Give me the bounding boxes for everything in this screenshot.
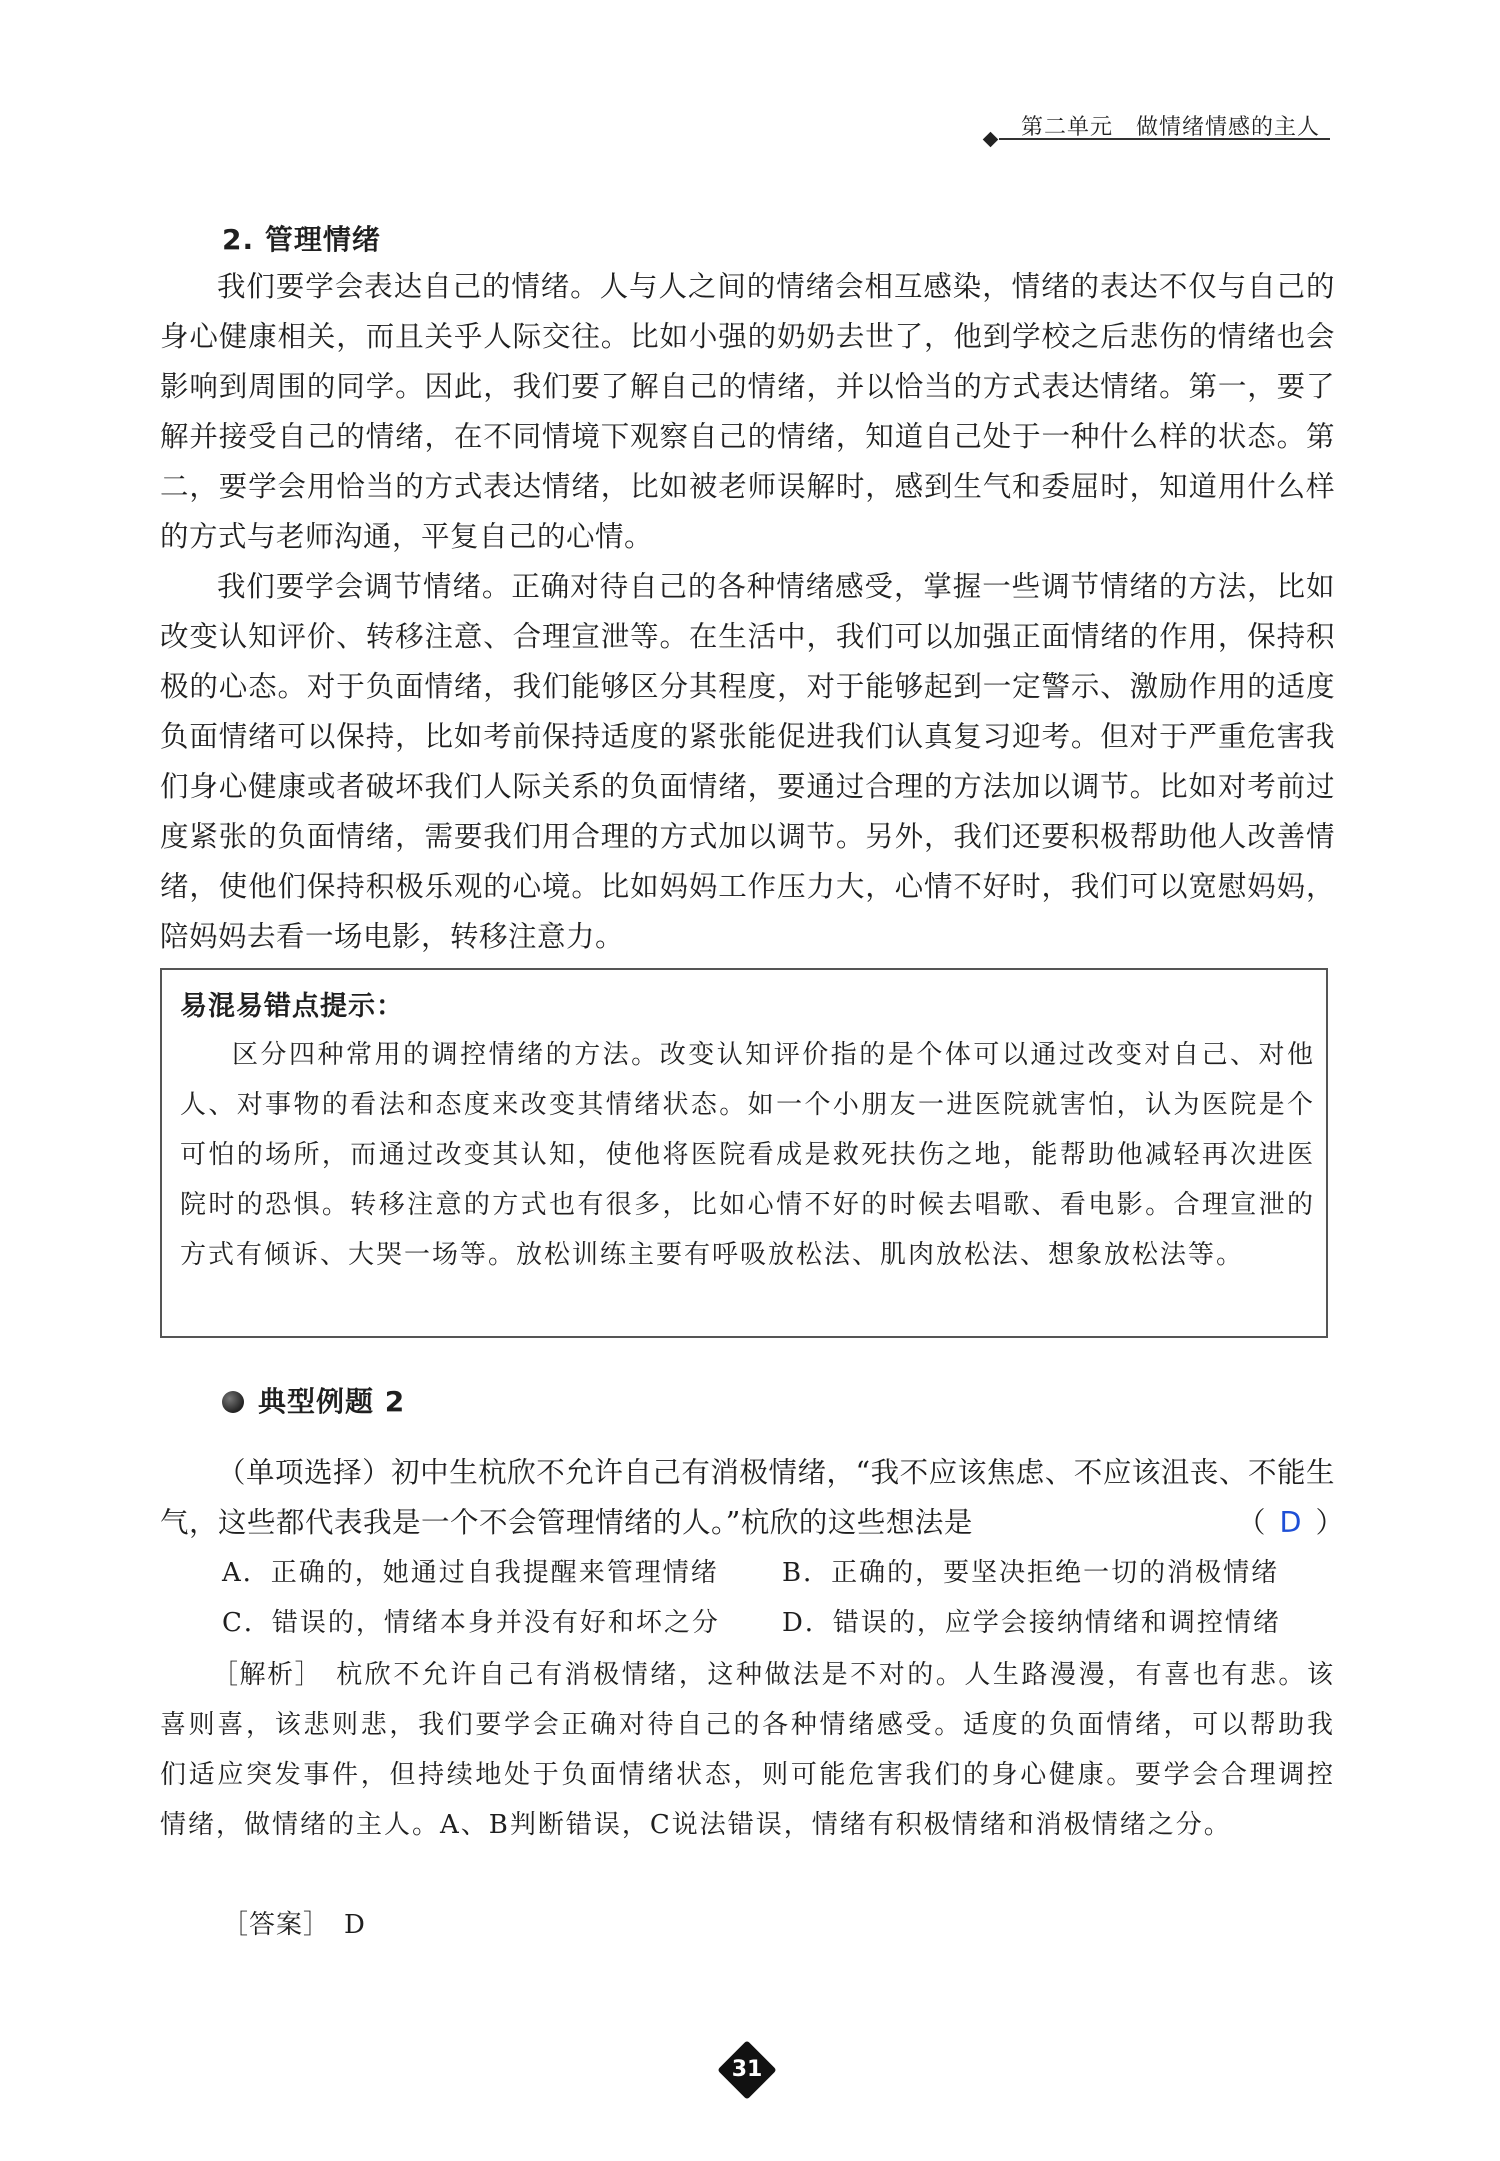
- body-paragraph-2: 我们要学会调节情绪。正确对待自己的各种情绪感受，掌握一些调节情绪的方法，比如改变认知评价、转移注意、合理宣泄等。在生活中，我们可以加强正面情绪的作用，保持积极的心态。对于负面情绪，我们能够区分其程度，对于能够起到一定警示、激励作用的适度负面情绪可以保持，比如考前保持适度的紧张能促进我们认真复习迎考。但对于严重危害我们身心健康或者破坏我们人际关系的负面情绪，要通过合理的方法加以调节。比如对考前过度紧张的负面情绪，需要我们用合理的方式加以调节。另外，我们还要积极帮助他人改善情绪，使他们保持积极乐观的心境。比如妈妈工作压力大，心情不好时，我们可以宽慰妈妈，陪妈妈去看一场电影，转移注意力。: [160, 570, 1335, 953]
- option-a: A．正确的，她通过自我提醒来管理情绪: [222, 1558, 719, 1588]
- option-c: C．错误的，情绪本身并没有好和坏之分: [222, 1608, 720, 1638]
- tip-body: 区分四种常用的调控情绪的方法。改变认知评价指的是个体可以通过改变对自己、对他人、对事物的看法和态度来改变其情绪状态。如一个小朋友一进医院就害怕，认为医院是个可怕的场所，而通过改变其认知，使他将医院看成是救死扶伤之地，能帮助他减轻再次进医院时的恐惧。转移注意的方式也有很多，比如心情不好的时候去唱歌、看电影。合理宣泄的方式有倾诉、大哭一场等。放松训练主要有呼吸放松法、肌肉放松法、想象放松法等。: [180, 1040, 1315, 1270]
- tip-title: 易混易错点提示：: [180, 991, 404, 1022]
- page-number-badge: [719, 2042, 775, 2098]
- bullet-icon: [222, 1391, 244, 1413]
- answer-label: ［答案］: [222, 1910, 331, 1940]
- example-heading-text: 典型例题 2: [258, 1385, 406, 1418]
- option-b: B．正确的，要坚决拒绝一切的消极情绪: [782, 1558, 1280, 1588]
- page-number: 31: [731, 2057, 763, 2082]
- answer-value: D: [344, 1910, 365, 1940]
- bracket-open: （: [1237, 1506, 1266, 1539]
- options-row-2: [222, 1598, 1281, 1648]
- answer-line: [222, 1900, 365, 1950]
- options-row-1: [222, 1548, 1280, 1598]
- option-d: D．错误的，应学会接纳情绪和调控情绪: [782, 1608, 1281, 1638]
- diamond-icon: [983, 132, 999, 148]
- analysis-label: ［解析］: [212, 1660, 323, 1690]
- answer-bracket: [1237, 1498, 1344, 1548]
- tip-box: [160, 968, 1328, 1338]
- analysis-text: 杭欣不允许自己有消极情绪，这种做法是不对的。人生路漫漫，有喜也有悲。该喜则喜，该悲则悲，我们要学会正确对待自己的各种情绪感受。适度的负面情绪，可以帮助我们适应突发事件，但持续地处于负面情绪状态，则可能危害我们的身心健康。要学会合理调控情绪，做情绪的主人。A、B判断错误，C说法错误，情绪有积极情绪和消极情绪之分。: [160, 1660, 1335, 1840]
- filled-answer: D: [1279, 1506, 1302, 1539]
- question-text: （单项选择）初中生杭欣不允许自己有消极情绪，“我不应该焦虑、不应该沮丧、不能生气，这些都代表我是一个不会管理情绪的人。”杭欣的这些想法是: [160, 1456, 1335, 1539]
- bracket-close: ）: [1315, 1506, 1344, 1539]
- running-header: [985, 108, 1330, 144]
- example-heading: [222, 1380, 405, 1420]
- body-paragraph-1: 我们要学会表达自己的情绪。人与人之间的情绪会相互感染，情绪的表达不仅与自己的身心健康相关，而且关乎人际交往。比如小强的奶奶去世了，他到学校之后悲伤的情绪也会影响到周围的同学。因此，我们要了解自己的情绪，并以恰当的方式表达情绪。第一，要了解并接受自己的情绪，在不同情境下观察自己的情绪，知道自己处于一种什么样的状态。第二，要学会用恰当的方式表达情绪，比如被老师误解时，感到生气和委屈时，知道用什么样的方式与老师沟通，平复自己的心情。: [160, 270, 1335, 553]
- header-title: 第二单元 做情绪情感的主人: [1021, 115, 1321, 140]
- section-title: 2. 管理情绪: [222, 223, 381, 256]
- analysis-paragraph: [160, 1650, 1335, 1850]
